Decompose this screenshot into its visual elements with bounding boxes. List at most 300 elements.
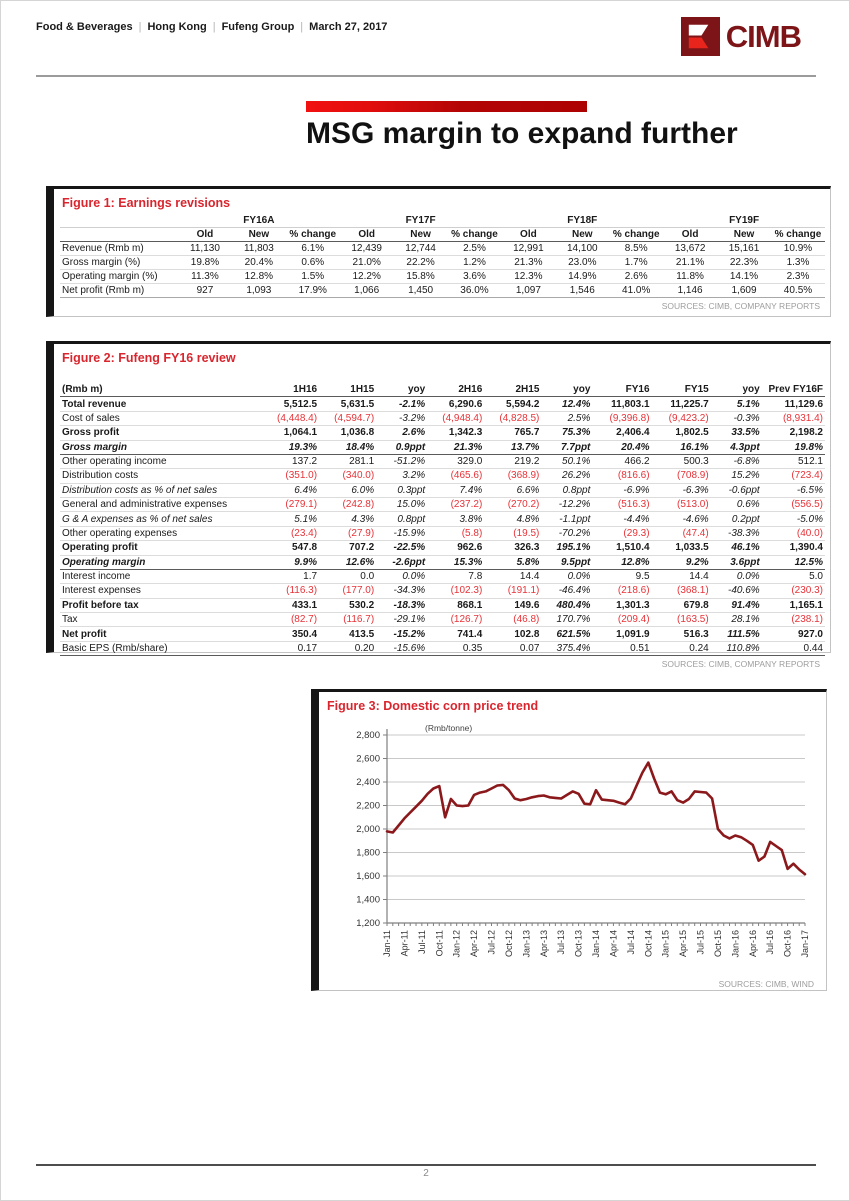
figure1-source: SOURCES: CIMB, COMPANY REPORTS — [661, 301, 820, 311]
table-cell: 5.0 — [762, 569, 825, 583]
table-cell: 0.2ppt — [711, 512, 762, 526]
table-cell: (708.9) — [652, 469, 711, 483]
table-row — [60, 397, 825, 411]
table-cell: -15.2% — [376, 627, 427, 641]
page-title: MSG margin to expand further — [306, 117, 738, 150]
table-cell: 1,093 — [232, 284, 286, 298]
table-cell: -3.2% — [376, 411, 427, 425]
svg-text:1,600: 1,600 — [356, 871, 380, 882]
table-cell: 14.1% — [717, 270, 771, 284]
table-cell: 3.6ppt — [711, 555, 762, 569]
table-cell: Basic EPS (Rmb/share) — [60, 641, 262, 655]
table-cell: 21.1% — [663, 256, 717, 270]
table-row — [60, 469, 825, 483]
table-cell: (47.4) — [652, 526, 711, 540]
table-cell: (102.3) — [427, 584, 484, 598]
table-cell: 0.9ppt — [376, 440, 427, 454]
table-row — [60, 512, 825, 526]
table-row — [60, 627, 825, 641]
table-cell: 0.8ppt — [376, 512, 427, 526]
table-cell: 110.8% — [711, 641, 762, 655]
table-row — [60, 483, 825, 497]
svg-text:Oct-13: Oct-13 — [573, 930, 584, 958]
table-cell: 12.3% — [501, 270, 555, 284]
table-row — [60, 440, 825, 454]
header-divider — [36, 75, 816, 77]
table-cell: 195.1% — [541, 541, 592, 555]
table-cell: 1,066 — [340, 284, 394, 298]
table-cell: FY18F — [501, 214, 663, 228]
table-row — [60, 555, 825, 569]
table-cell: (5.8) — [427, 526, 484, 540]
table-cell: (116.7) — [319, 613, 376, 627]
table-cell: 1,097 — [501, 284, 555, 298]
table-cell: 530.2 — [319, 598, 376, 612]
table-cell: 8.5% — [609, 242, 663, 256]
svg-text:Jan-12: Jan-12 — [451, 930, 462, 958]
table-cell: 621.5% — [541, 627, 592, 641]
figure2-title: Figure 2: Fufeng FY16 review — [62, 351, 236, 365]
table-cell: Cost of sales — [60, 411, 262, 425]
table-cell: (4,948.4) — [427, 411, 484, 425]
table-cell: 547.8 — [262, 541, 319, 555]
table-cell: % change — [771, 228, 825, 242]
table-cell: -12.2% — [541, 498, 592, 512]
table-cell: 15.2% — [711, 469, 762, 483]
svg-text:2,600: 2,600 — [356, 753, 380, 765]
table-cell: -1.1ppt — [541, 512, 592, 526]
table-cell: 1H15 — [319, 383, 376, 397]
table-cell: 12,744 — [394, 242, 448, 256]
table-cell: FY15 — [652, 383, 711, 397]
table-cell: 2.6% — [609, 270, 663, 284]
table-cell: Interest income — [60, 569, 262, 583]
table-cell: -2.6ppt — [376, 555, 427, 569]
breadcrumb-separator: | — [138, 21, 142, 33]
table-cell: 14,100 — [555, 242, 609, 256]
table-cell: 1.7 — [262, 569, 319, 583]
table-cell: 329.0 — [427, 454, 484, 468]
figure3-corn-price-trend — [311, 689, 827, 991]
table-cell: yoy — [541, 383, 592, 397]
cimb-logo-icon — [681, 17, 720, 56]
table-cell: 23.0% — [555, 256, 609, 270]
table-cell: 11,803.1 — [592, 397, 651, 411]
table-cell: 765.7 — [484, 426, 541, 440]
table-cell: 0.0 — [319, 569, 376, 583]
table-cell: 12.2% — [340, 270, 394, 284]
table-cell: 679.8 — [652, 598, 711, 612]
table-cell: 4.3ppt — [711, 440, 762, 454]
table-cell: 19.8% — [762, 440, 825, 454]
table-cell: 11,129.6 — [762, 397, 825, 411]
figure1-title: Figure 1: Earnings revisions — [62, 196, 231, 210]
svg-text:Jan-13: Jan-13 — [521, 930, 532, 958]
table-cell: 5,512.5 — [262, 397, 319, 411]
svg-text:Oct-12: Oct-12 — [503, 930, 514, 958]
table-cell: 19.3% — [262, 440, 319, 454]
table-cell: 12.5% — [762, 555, 825, 569]
table-cell: 11,130 — [178, 242, 232, 256]
table-row — [60, 498, 825, 512]
table-cell: -15.9% — [376, 526, 427, 540]
table-cell: 50.1% — [541, 454, 592, 468]
table-cell: 6.4% — [262, 483, 319, 497]
table-cell: New — [394, 228, 448, 242]
table-cell: 1,546 — [555, 284, 609, 298]
table-cell: 41.0% — [609, 284, 663, 298]
table-cell: 2.5% — [541, 411, 592, 425]
table-cell: 1,390.4 — [762, 541, 825, 555]
table-cell: 15.3% — [427, 555, 484, 569]
table-cell: 0.24 — [652, 641, 711, 655]
table-cell: General and administrative expenses — [60, 498, 262, 512]
table-cell: FY16 — [592, 383, 651, 397]
table-cell: 1,033.5 — [652, 541, 711, 555]
table-cell: 17.9% — [286, 284, 340, 298]
table-cell: 20.4% — [232, 256, 286, 270]
table-cell: 1,091.9 — [592, 627, 651, 641]
table-cell — [60, 228, 178, 242]
table-cell: 14.4 — [652, 569, 711, 583]
table-cell: (516.3) — [592, 498, 651, 512]
table-cell: 0.0% — [711, 569, 762, 583]
table-cell: 15,161 — [717, 242, 771, 256]
table-cell: G & A expenses as % of net sales — [60, 512, 262, 526]
table-cell: (218.6) — [592, 584, 651, 598]
table-cell: 1,036.8 — [319, 426, 376, 440]
table-cell: 6.0% — [319, 483, 376, 497]
table-cell: (556.5) — [762, 498, 825, 512]
table-cell: -6.5% — [762, 483, 825, 497]
table-cell: 19.8% — [178, 256, 232, 270]
table-cell: 4.8% — [484, 512, 541, 526]
table-cell: 413.5 — [319, 627, 376, 641]
table-cell: (27.9) — [319, 526, 376, 540]
table-row — [60, 214, 825, 228]
table-cell: 14.4 — [484, 569, 541, 583]
table-cell: (23.4) — [262, 526, 319, 540]
table-row — [60, 426, 825, 440]
table-cell: -38.3% — [711, 526, 762, 540]
table-cell: 2H15 — [484, 383, 541, 397]
table-cell: 5,631.5 — [319, 397, 376, 411]
table-cell: Operating margin (%) — [60, 270, 178, 284]
table-cell: 0.17 — [262, 641, 319, 655]
table-cell: (270.2) — [484, 498, 541, 512]
table-cell: 13,672 — [663, 242, 717, 256]
table-cell: (8,931.4) — [762, 411, 825, 425]
table-cell: 5.8% — [484, 555, 541, 569]
table-row — [60, 411, 825, 425]
table-cell: yoy — [711, 383, 762, 397]
table-cell: 0.51 — [592, 641, 651, 655]
table-cell: 6,290.6 — [427, 397, 484, 411]
table-cell: -70.2% — [541, 526, 592, 540]
table-cell: New — [717, 228, 771, 242]
table-cell: 15.8% — [394, 270, 448, 284]
table-cell: (9,396.8) — [592, 411, 651, 425]
line-chart-svg — [323, 719, 823, 971]
table-cell: -29.1% — [376, 613, 427, 627]
breadcrumb-separator: | — [212, 21, 216, 33]
table-cell: 4.3% — [319, 512, 376, 526]
svg-text:2,400: 2,400 — [356, 777, 380, 788]
svg-text:Jul-14: Jul-14 — [625, 930, 636, 955]
table-cell: 326.3 — [484, 541, 541, 555]
table-cell: 1,510.4 — [592, 541, 651, 555]
table-row — [60, 284, 825, 298]
table-cell: 26.2% — [541, 469, 592, 483]
table-cell: 1.7% — [609, 256, 663, 270]
table-cell: New — [232, 228, 286, 242]
table-cell: 2.6% — [376, 426, 427, 440]
table-cell: 22.3% — [717, 256, 771, 270]
table-cell: 111.5% — [711, 627, 762, 641]
table-cell: Other operating income — [60, 454, 262, 468]
table-cell: 5,594.2 — [484, 397, 541, 411]
table-row — [60, 256, 825, 270]
table-cell: (465.6) — [427, 469, 484, 483]
table-cell: 12,991 — [501, 242, 555, 256]
table-cell: (242.8) — [319, 498, 376, 512]
table-cell: 28.1% — [711, 613, 762, 627]
table-cell: -51.2% — [376, 454, 427, 468]
table-cell: Profit before tax — [60, 598, 262, 612]
table-row — [60, 641, 825, 655]
table-cell: 11.8% — [663, 270, 717, 284]
table-cell: 21.3% — [427, 440, 484, 454]
table-cell: 927 — [178, 284, 232, 298]
table-cell: 927.0 — [762, 627, 825, 641]
table-cell: (368.1) — [652, 584, 711, 598]
table-cell: 40.5% — [771, 284, 825, 298]
table-cell: 1,146 — [663, 284, 717, 298]
table-cell: -4.6% — [652, 512, 711, 526]
table-row — [60, 383, 825, 397]
table-cell: 433.1 — [262, 598, 319, 612]
breadcrumb-item: Food & Beverages — [36, 21, 133, 33]
table-cell: 962.6 — [427, 541, 484, 555]
table-cell: 0.6% — [286, 256, 340, 270]
table-row — [60, 242, 825, 256]
table-cell: -34.3% — [376, 584, 427, 598]
table-cell: 149.6 — [484, 598, 541, 612]
table-cell: 1.3% — [771, 256, 825, 270]
table-cell: 7.4% — [427, 483, 484, 497]
svg-text:Jul-12: Jul-12 — [486, 930, 497, 955]
breadcrumb-item: Hong Kong — [147, 21, 207, 33]
table-cell: New — [555, 228, 609, 242]
table-cell: 741.4 — [427, 627, 484, 641]
table-cell: 868.1 — [427, 598, 484, 612]
table-cell: 170.7% — [541, 613, 592, 627]
table-cell: 0.20 — [319, 641, 376, 655]
breadcrumb — [36, 21, 387, 33]
table-cell: 16.1% — [652, 440, 711, 454]
table-cell: 46.1% — [711, 541, 762, 555]
table-cell: Old — [178, 228, 232, 242]
table-cell: -40.6% — [711, 584, 762, 598]
table-cell: Interest expenses — [60, 584, 262, 598]
table-cell: -6.9% — [592, 483, 651, 497]
table-cell: 3.8% — [427, 512, 484, 526]
table-cell: -2.1% — [376, 397, 427, 411]
svg-text:Apr-14: Apr-14 — [608, 930, 619, 958]
svg-text:Jul-11: Jul-11 — [416, 930, 427, 954]
svg-text:Jan-15: Jan-15 — [660, 930, 671, 958]
breadcrumb-item: March 27, 2017 — [309, 21, 388, 33]
table-cell: 2.5% — [448, 242, 502, 256]
table-cell: (237.2) — [427, 498, 484, 512]
table-cell: Prev FY16F — [762, 383, 825, 397]
table-cell: 15.0% — [376, 498, 427, 512]
table-cell: 2.3% — [771, 270, 825, 284]
table-cell: Distribution costs — [60, 469, 262, 483]
svg-text:Jan-16: Jan-16 — [730, 930, 741, 958]
svg-text:2,000: 2,000 — [356, 824, 380, 835]
svg-text:Jan-14: Jan-14 — [591, 930, 601, 958]
table-cell: Gross profit — [60, 426, 262, 440]
table-cell: (816.6) — [592, 469, 651, 483]
table-cell: 466.2 — [592, 454, 651, 468]
table-cell: -5.0% — [762, 512, 825, 526]
table-cell: 5.1% — [262, 512, 319, 526]
table-cell: Revenue (Rmb m) — [60, 242, 178, 256]
table-cell: 3.2% — [376, 469, 427, 483]
table-cell: 480.4% — [541, 598, 592, 612]
svg-text:1,800: 1,800 — [356, 847, 380, 859]
table-cell: 13.7% — [484, 440, 541, 454]
table-cell: 12.6% — [319, 555, 376, 569]
table-cell: 11.3% — [178, 270, 232, 284]
table-cell: 20.4% — [592, 440, 651, 454]
table-cell: 22.2% — [394, 256, 448, 270]
table-cell — [60, 214, 178, 228]
table-cell: 500.3 — [652, 454, 711, 468]
table-cell: 219.2 — [484, 454, 541, 468]
table-cell: % change — [448, 228, 502, 242]
table-cell: Gross margin — [60, 440, 262, 454]
table-cell: 3.6% — [448, 270, 502, 284]
svg-text:Jul-13: Jul-13 — [556, 930, 567, 955]
table-cell: 2,406.4 — [592, 426, 651, 440]
table-cell: Old — [340, 228, 394, 242]
table-cell: 2,198.2 — [762, 426, 825, 440]
table-cell: (368.9) — [484, 469, 541, 483]
table-cell: -22.5% — [376, 541, 427, 555]
table-cell: 1,301.3 — [592, 598, 651, 612]
table-cell: (163.5) — [652, 613, 711, 627]
table-cell: % change — [286, 228, 340, 242]
table-cell: 36.0% — [448, 284, 502, 298]
table-cell: (126.7) — [427, 613, 484, 627]
table-cell: (4,594.7) — [319, 411, 376, 425]
table-cell: 102.8 — [484, 627, 541, 641]
table-cell: (9,423.2) — [652, 411, 711, 425]
table-cell: (513.0) — [652, 498, 711, 512]
table-cell: Tax — [60, 613, 262, 627]
table-cell: 21.0% — [340, 256, 394, 270]
table-cell: 14.9% — [555, 270, 609, 284]
table-cell: 9.5 — [592, 569, 651, 583]
table-cell: Net profit (Rmb m) — [60, 284, 178, 298]
table-cell: 1,450 — [394, 284, 448, 298]
table-cell: Total revenue — [60, 397, 262, 411]
table-row — [60, 569, 825, 583]
table-cell: Operating profit — [60, 541, 262, 555]
table-cell: 0.0% — [541, 569, 592, 583]
table-cell: -15.6% — [376, 641, 427, 655]
table-cell: 12.8% — [232, 270, 286, 284]
table-cell: 21.3% — [501, 256, 555, 270]
table-cell: Net profit — [60, 627, 262, 641]
table-cell: 5.1% — [711, 397, 762, 411]
table-cell: 137.2 — [262, 454, 319, 468]
table-cell: 9.2% — [652, 555, 711, 569]
footer-divider — [36, 1164, 816, 1166]
table-cell: 1,342.3 — [427, 426, 484, 440]
svg-text:Jul-15: Jul-15 — [695, 930, 706, 955]
svg-text:Apr-13: Apr-13 — [538, 930, 549, 958]
svg-text:Oct-11: Oct-11 — [434, 930, 445, 957]
svg-text:1,400: 1,400 — [356, 894, 380, 906]
table-cell: 1,165.1 — [762, 598, 825, 612]
corn-price-chart — [319, 715, 826, 976]
table-cell: (29.3) — [592, 526, 651, 540]
table-cell: 33.5% — [711, 426, 762, 440]
table-cell: 12,439 — [340, 242, 394, 256]
table-cell: yoy — [376, 383, 427, 397]
table-cell: 6.6% — [484, 483, 541, 497]
table-cell: Other operating expenses — [60, 526, 262, 540]
table-cell: 707.2 — [319, 541, 376, 555]
svg-text:Oct-15: Oct-15 — [712, 930, 723, 958]
fy16-review-table — [60, 383, 825, 656]
svg-text:Oct-14: Oct-14 — [643, 930, 654, 958]
table-cell: (351.0) — [262, 469, 319, 483]
table-cell: (40.0) — [762, 526, 825, 540]
table-cell: -0.3% — [711, 411, 762, 425]
table-cell: 1H16 — [262, 383, 319, 397]
table-cell: (340.0) — [319, 469, 376, 483]
table-cell: FY16A — [178, 214, 340, 228]
table-cell: -46.4% — [541, 584, 592, 598]
table-cell: 1,064.1 — [262, 426, 319, 440]
svg-text:1,200: 1,200 — [356, 918, 380, 929]
table-cell: 1.2% — [448, 256, 502, 270]
svg-text:2,800: 2,800 — [356, 730, 380, 741]
table-cell: 9.9% — [262, 555, 319, 569]
table-cell: 10.9% — [771, 242, 825, 256]
table-row — [60, 598, 825, 612]
table-cell: 1.5% — [286, 270, 340, 284]
table-cell: 1,802.5 — [652, 426, 711, 440]
table-cell: Gross margin (%) — [60, 256, 178, 270]
table-cell: 18.4% — [319, 440, 376, 454]
table-cell: (46.8) — [484, 613, 541, 627]
table-cell: 75.3% — [541, 426, 592, 440]
svg-text:2,200: 2,200 — [356, 800, 380, 812]
table-cell: 7.8 — [427, 569, 484, 583]
table-cell: 1,609 — [717, 284, 771, 298]
table-cell: % change — [609, 228, 663, 242]
table-row — [60, 454, 825, 468]
table-row — [60, 613, 825, 627]
table-cell: (230.3) — [762, 584, 825, 598]
table-row — [60, 228, 825, 242]
earnings-revisions-table — [60, 214, 825, 298]
